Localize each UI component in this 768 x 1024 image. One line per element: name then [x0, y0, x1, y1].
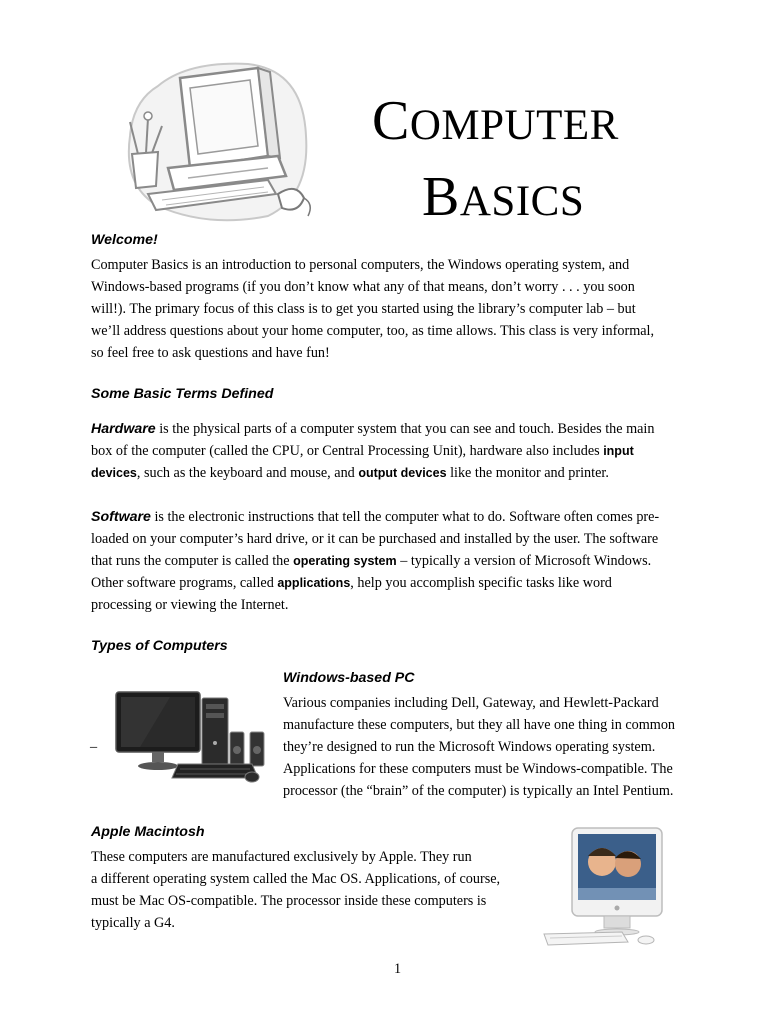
windows-pc-heading: Windows-based PC: [283, 670, 415, 686]
welcome-line: we’ll address questions about your home computer, too, as time allows. This class is very informal,: [91, 323, 655, 339]
page-number: 1: [394, 961, 402, 977]
mac-line: must be Mac OS-compatible. The processor inside these computers is: [91, 893, 487, 909]
windows-pc-line: they’re designed to run the Microsoft Windows operating system.: [283, 739, 656, 755]
title-rest-asics: ASICS: [459, 178, 585, 225]
computer-clipart-illustration: [118, 56, 318, 226]
title-line-2: [372, 166, 712, 242]
hardware-output-term: output devices: [358, 466, 447, 480]
welcome-paragraph: [91, 254, 731, 364]
hardware-paragraph: [91, 418, 731, 484]
software-paragraph: [91, 506, 731, 616]
software-text: is the electronic instructions that tell the computer what to do. Software often comes pre-: [150, 509, 660, 525]
software-term: Software: [91, 509, 151, 525]
windows-pc-paragraph: [283, 692, 723, 802]
hardware-text: like the monitor and printer.: [446, 465, 609, 481]
mac-line: typically a G4.: [91, 915, 175, 931]
windows-pc-line: Various companies including Dell, Gateway, and Hewlett-Packard: [283, 695, 659, 711]
dash-mark: –: [90, 739, 98, 755]
title-initial-c: C: [372, 90, 410, 152]
windows-pc-line: processor (the “brain” of the computer) is typically an Intel Pentium.: [283, 783, 674, 799]
mac-line: These computers are manufactured exclusively by Apple. They run: [91, 849, 472, 865]
page-title: [372, 90, 712, 242]
welcome-line: will!). The primary focus of this class is to get you started using the library’s computer lab – but: [91, 301, 636, 317]
hardware-input-term: input: [603, 444, 634, 458]
welcome-heading: Welcome!: [91, 232, 158, 248]
hardware-devices-term: devices: [91, 466, 137, 480]
hardware-term: Hardware: [91, 421, 156, 437]
software-os-term: operating system: [293, 554, 397, 568]
welcome-line: Windows-based programs (if you don’t know what any of that means, don’t worry . . . you soon: [91, 279, 635, 295]
imac-photo: [540, 826, 666, 950]
mac-heading: Apple Macintosh: [91, 824, 205, 840]
terms-heading: Some Basic Terms Defined: [91, 386, 274, 402]
software-applications-term: applications: [277, 576, 351, 590]
windows-pc-photo: [110, 688, 272, 788]
welcome-line: Computer Basics is an introduction to personal computers, the Windows operating system, and: [91, 257, 630, 273]
mac-paragraph: [91, 846, 541, 934]
windows-pc-line: manufacture these computers, but they all have one thing in common: [283, 717, 676, 733]
hardware-text: is the physical parts of a computer system that you can see and touch. Besides the main: [155, 421, 655, 437]
software-text: that runs the computer is called the: [91, 553, 294, 569]
software-text: processing or viewing the Internet.: [91, 597, 289, 613]
title-line-1: [372, 90, 712, 166]
software-text: Other software programs, called: [91, 575, 278, 591]
windows-pc-line: Applications for these computers must be Windows-compatible. The: [283, 761, 673, 777]
title-initial-b: B: [422, 166, 460, 228]
title-rest-omputer: OMPUTER: [409, 102, 619, 149]
types-heading: Types of Computers: [91, 638, 228, 654]
mac-line: a different operating system called the Mac OS. Applications, of course,: [91, 871, 501, 887]
software-text: , help you accomplish specific tasks like word: [350, 575, 612, 591]
hardware-text: box of the computer (called the CPU, or Central Processing Unit), hardware also includes: [91, 443, 604, 459]
welcome-line: so feel free to ask questions and have fun!: [91, 345, 330, 361]
software-text: loaded on your computer’s hard drive, or it can be purchased and installed by the user. The software: [91, 531, 659, 547]
hardware-text: , such as the keyboard and mouse, and: [136, 465, 359, 481]
software-text: – typically a version of Microsoft Windows.: [396, 553, 652, 569]
